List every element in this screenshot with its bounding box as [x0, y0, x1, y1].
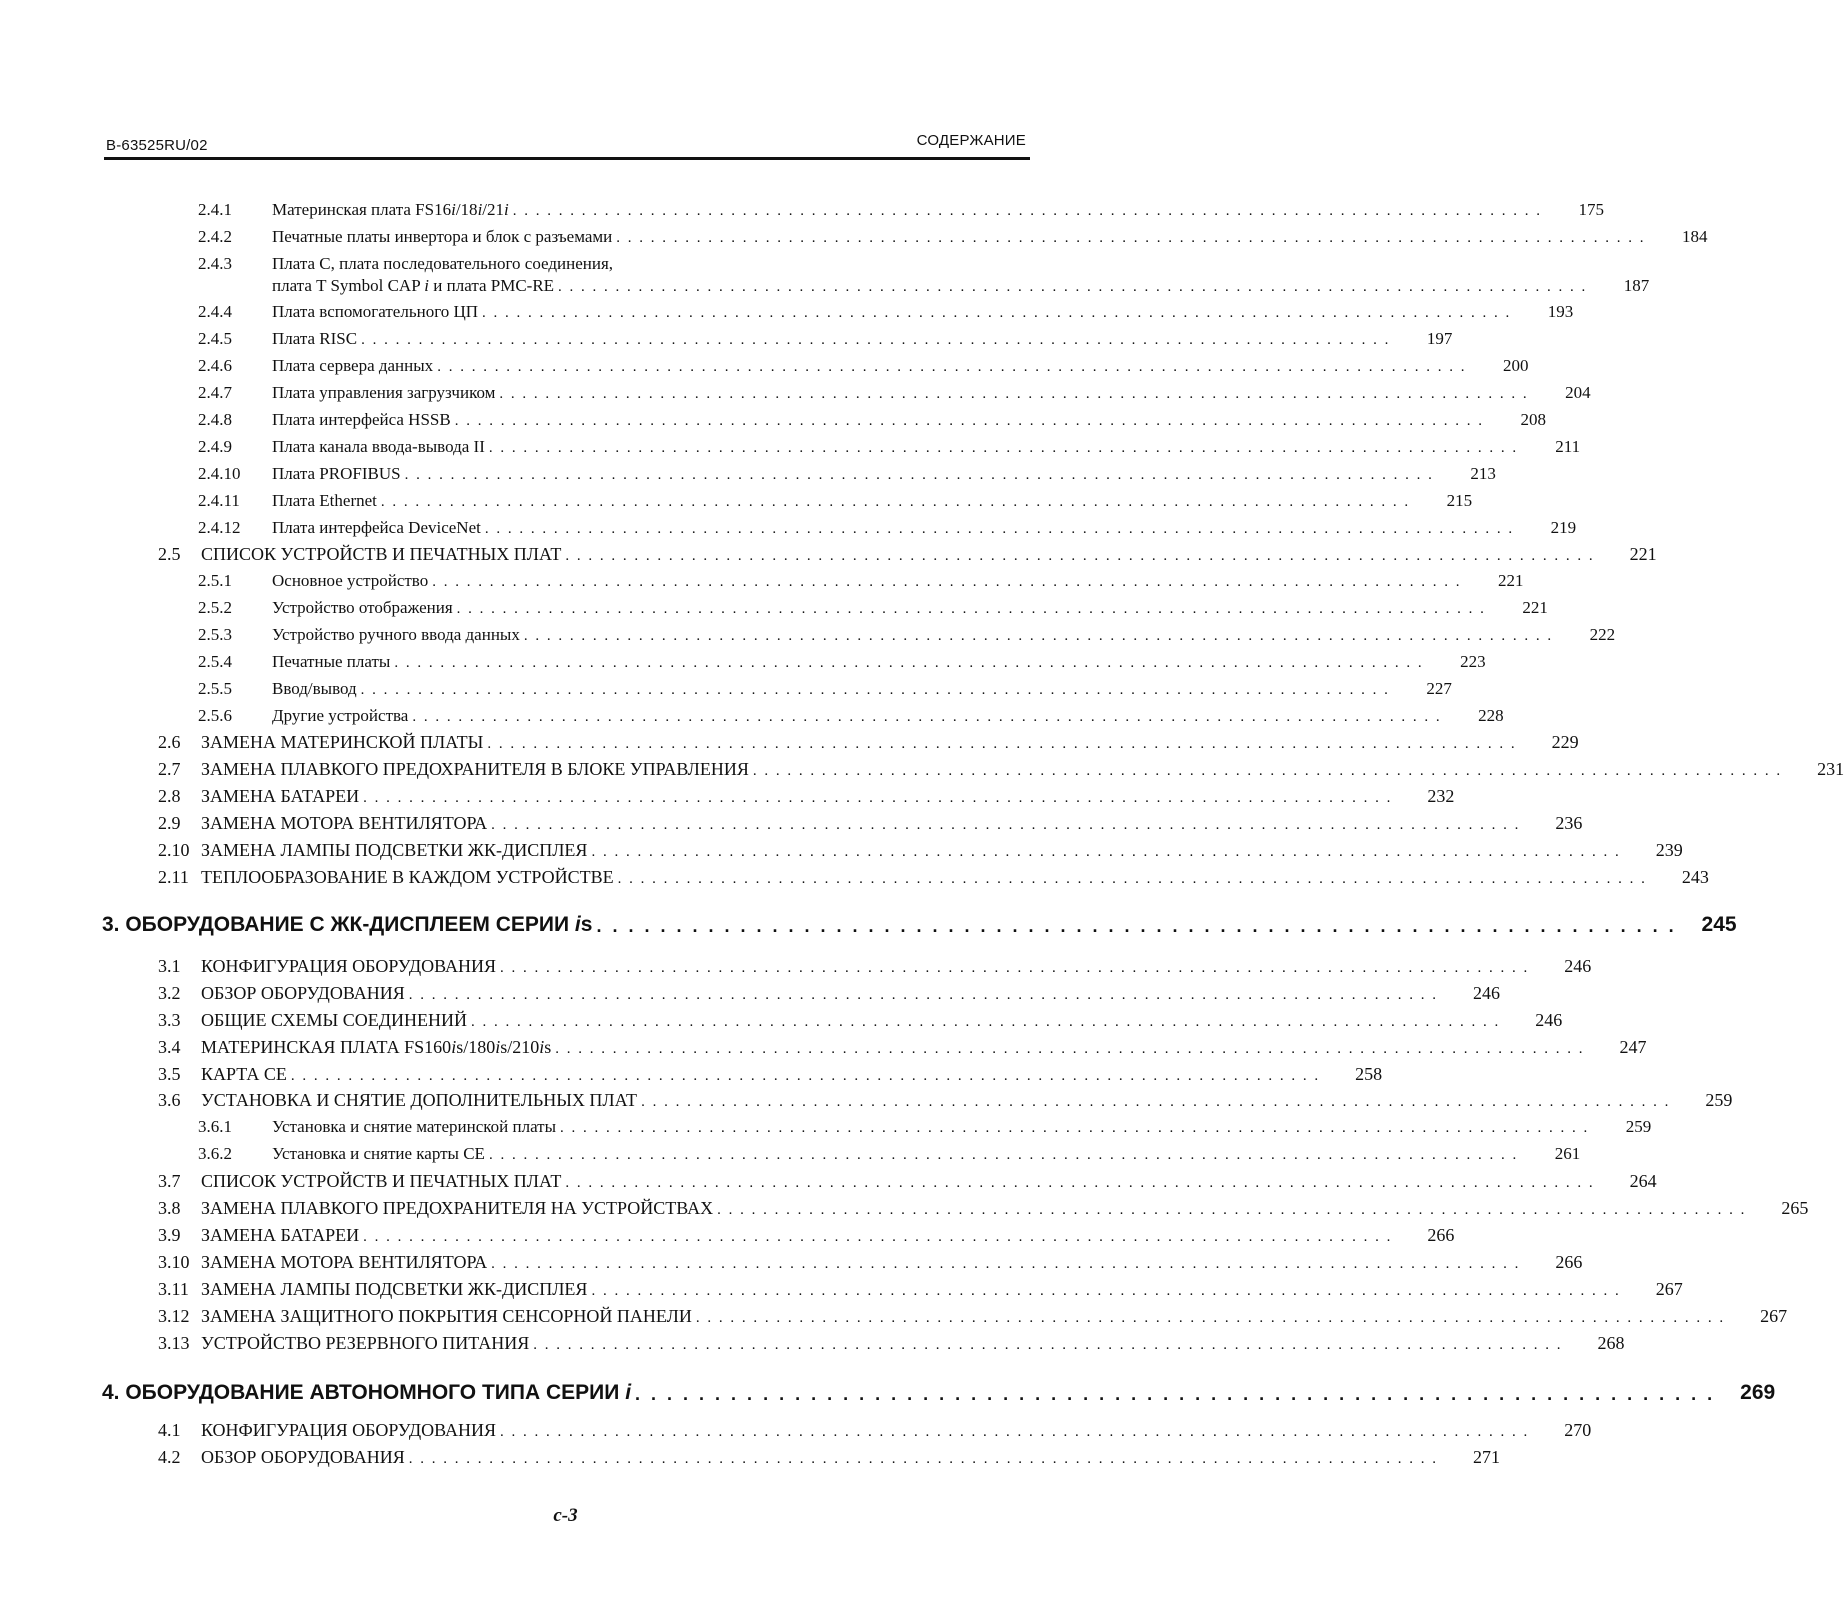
toc-entry-number: 4.2 — [158, 1447, 181, 1467]
toc-page-number: 246 — [1535, 1010, 1563, 1030]
toc-page-number: 268 — [1597, 1333, 1625, 1353]
toc-page-number: 267 — [1655, 1279, 1683, 1299]
toc-entry-title: Другие устройства — [272, 706, 409, 725]
toc-entry-title: ЗАМЕНА МАТЕРИНСКОЙ ПЛАТЫ — [201, 732, 484, 752]
toc-page-number: 269 — [1740, 1381, 1776, 1404]
toc-entry-4-1[interactable] — [158, 1418, 1592, 1441]
toc-entry-title: Печатные платы — [272, 652, 391, 671]
toc-entry-title: Плата интерфейса HSSB — [272, 410, 451, 429]
toc-entry-number: 3.5 — [158, 1064, 181, 1084]
toc-entry-number: 3.7 — [158, 1171, 181, 1191]
toc-entry-number: 3.9 — [158, 1225, 181, 1245]
toc-chapter-4[interactable] — [102, 1377, 1776, 1405]
toc-page-number: 211 — [1555, 437, 1581, 456]
dot-leader: . . . . . . . . . . . . . . . . . . . . . . . . . . . . . . . . . . . . . . . . . . . . . . . . . . . . . . . . . . . . . . . . . . . . . . . . . . . . . . . . . . . . . . . . . . — [412, 709, 1442, 725]
toc-page-number: 223 — [1460, 652, 1486, 671]
toc-entry-title: Ввод/вывод — [272, 679, 357, 698]
toc-page-number: 246 — [1564, 956, 1592, 976]
toc-entry-number: 3.3 — [158, 1010, 181, 1030]
toc-entry-2-4-12[interactable] — [198, 516, 1577, 538]
toc-entry-title: ЗАМЕНА БАТАРЕИ — [201, 1225, 360, 1245]
toc-entry-title: Плата интерфейса DeviceNet — [272, 518, 481, 537]
dot-leader: . . . . . . . . . . . . . . . . . . . . . . . . . . . . . . . . . . . . . . . . . . . . . . . . . . . . . . . . . . . . . . . . . . . . . . . . . . . . . . . . . . . . . . . . . . — [523, 628, 1554, 644]
toc-entry-title: УСТАНОВКА И СНЯТИЕ ДОПОЛНИТЕЛЬНЫХ ПЛАТ — [201, 1090, 638, 1110]
toc-entry-number: 2.5.3 — [198, 625, 232, 644]
toc-entry-title-continued: плата T Symbol CAP i и плата PMC-RE — [272, 276, 555, 295]
toc-entry-number: 2.6 — [158, 732, 181, 752]
toc-entry-2-4-9[interactable] — [198, 435, 1581, 457]
toc-page-number: 213 — [1470, 464, 1496, 483]
toc-page-number: 187 — [1623, 276, 1650, 295]
toc-page-number: 243 — [1681, 867, 1709, 887]
toc-page-number: 193 — [1547, 302, 1574, 321]
toc-chapter-title: 4. ОБОРУДОВАНИЕ АВТОНОМНОГО ТИПА СЕРИИ i — [102, 1381, 632, 1404]
toc-entry-3-6-1[interactable] — [198, 1115, 1652, 1137]
dot-leader: . . . . . . . . . . . . . . . . . . . . . . . . . . . . . . . . . . . . . . . . . . . . . . . . . . . . . . . . . . . . . . . . . . . . . . . . . . . . . . . . . . . . . . . . . . — [360, 682, 1390, 698]
dot-leader: . . . . . . . . . . . . . . . . . . . . . . . . . . . . . . . . . . . . . . . . . . . . . . . . . . . . . . . . . . . . . . . . . . . . . . . . . . . . . . . . . . . . . . . . . . — [512, 203, 1543, 219]
toc-entry-title: ЗАМЕНА МОТОРА ВЕНТИЛЯТОРА — [201, 813, 488, 833]
toc-chapter-3[interactable] — [102, 909, 1737, 937]
toc-entry-2-4-7[interactable] — [198, 381, 1591, 403]
dot-leader: . . . . . . . . . . . . . . . . . . . . . . . . . . . . . . . . . . . . . . . . . . . . . . . . . . . . . . . . . . . . . . . . . . . . . . . . . . . . . . . . . . . . . . . . . . — [565, 1175, 1595, 1191]
toc-page-number: 271 — [1472, 1447, 1500, 1467]
dot-leader: . . . . . . . . . . . . . . . . . . . . . . . . . . . . . . . . . . . . . . . . . . . . . . . . . . . . . . . . . . . . . . . . . . . . . . . . . . . . . . . . . . . . . . . . . . — [363, 1229, 1393, 1245]
toc-entry-2-6[interactable] — [158, 730, 1579, 753]
toc-entry-title: Установка и снятие материнской платы — [272, 1117, 557, 1136]
toc-entry-number: 2.4.11 — [198, 491, 240, 510]
toc-entry-title: ТЕПЛООБРАЗОВАНИЕ В КАЖДОМ УСТРОЙСТВЕ — [201, 867, 614, 887]
toc-entry-number: 3.13 — [158, 1333, 190, 1353]
toc-entry-3-5[interactable] — [158, 1062, 1383, 1085]
toc-chapter-title: 3. ОБОРУДОВАНИЕ С ЖК-ДИСПЛЕЕМ СЕРИИ is — [102, 913, 593, 936]
toc-entry-number: 3.2 — [158, 983, 181, 1003]
toc-entry-2-5-3[interactable] — [198, 623, 1616, 645]
toc-entry-number: 2.4.3 — [198, 254, 232, 273]
dot-leader: . . . . . . . . . . . . . . . . . . . . . . . . . . . . . . . . . . . . . . . . . . . . . . . . . . . . . . . . . . . . . . . . . . . . . . . . . . . . . . . . . . . . . . . . . . — [290, 1068, 1321, 1084]
toc-entry-3-11[interactable] — [158, 1277, 1683, 1300]
dot-leader: . . . . . . . . . . . . . . . . . . . . . . . . . . . . . . . . . . . . . . . . . . . . . . . . . . . . . . . . . . . . . . . . . . . . . . . . . . . . . . . . . . . . . . . . . . — [394, 655, 1424, 671]
dot-leader: . . . . . . . . . . . . . . . . . . . . . . . . . . . . . . . . . . . . . . . . . . . . . . . . . . . . . . . . . . . . . . . . . . . . . . . . . . . . . . . . . . . . . . . . . . — [408, 1451, 1438, 1467]
dot-leader: . . . . . . . . . . . . . . . . . . . . . . . . . . . . . . . . . . . . . . . . . . . . . . . . . . . . . . . . . . . . . . . . . . . . . . . . . . . . . . . . . . . . . . . . . . — [456, 601, 1486, 617]
toc-page-number: 221 — [1497, 571, 1524, 590]
toc-entry-title: ЗАМЕНА МОТОРА ВЕНТИЛЯТОРА — [201, 1252, 488, 1272]
toc-entry-3-10[interactable] — [158, 1250, 1583, 1273]
toc-entry-number: 2.7 — [158, 759, 181, 779]
toc-entry-title: УСТРОЙСТВО РЕЗЕРВНОГО ПИТАНИЯ — [201, 1333, 530, 1353]
toc-entry-3-1[interactable] — [158, 954, 1592, 977]
dot-leader: . . . . . . . . . . . . . . . . . . . . . . . . . . . . . . . . . . . . . . . . . . . . . . . . . . . . . . . . . . . . . . . . . . . . . . . . . . . . . . . . . . . . . . . . . . — [565, 548, 1595, 564]
toc-entry-2-5-4[interactable] — [198, 650, 1486, 672]
toc-entry-number: 2.4.6 — [198, 356, 232, 375]
toc-entry-2-4-8[interactable] — [198, 408, 1546, 430]
toc-entry-2-5-5[interactable] — [198, 677, 1452, 699]
toc-entry-title: Плата RISC — [272, 329, 358, 348]
toc-entry-title: Плата C, плата последовательного соединения, — [272, 254, 614, 273]
toc-page-number: 204 — [1565, 383, 1591, 402]
toc-entry-title: МАТЕРИНСКАЯ ПЛАТА FS160is/180is/210is — [201, 1037, 552, 1057]
toc-entry-2-4-10[interactable] — [198, 462, 1496, 484]
toc-entry-number: 2.8 — [158, 786, 181, 806]
toc-entry-2-9[interactable] — [158, 811, 1583, 834]
dot-leader: . . . . . . . . . . . . . . . . . . . . . . . . . . . . . . . . . . . . . . . . . . . . . . . . . . . . . . . . . . . . . . . . . . . . . . . . . . . . . . . . . . . . . . . . . . — [555, 1041, 1585, 1057]
toc-page-number: 221 — [1522, 598, 1548, 617]
toc-entry-3-6-2[interactable] — [198, 1142, 1581, 1164]
toc-entry-title: Устройство ручного ввода данных — [272, 625, 520, 644]
toc-page-number: 232 — [1427, 786, 1455, 806]
dot-leader: . . . . . . . . . . . . . . . . . . . . . . . . . . . . . . . . . . . . . . . . . . . . . . . . . . . . . . . . . . . . . . . . . . . . . . . . . . . . . . . . . . . . . . . . . . — [491, 1256, 1521, 1272]
toc-page-number: 259 — [1625, 1117, 1652, 1136]
toc-entry-2-5[interactable] — [158, 542, 1657, 565]
toc-entry-number: 2.5.6 — [198, 706, 232, 725]
toc-entry-2-5-6[interactable] — [198, 704, 1504, 726]
dot-leader: . . . . . . . . . . . . . . . . . . . . . . . . . . . . . . . . . . . . . . . . . . . . . . . . . . . . . . . . . . . . . . . . . . . . . . . . . . . . . . . . . . . . . . . . . . — [488, 440, 1519, 456]
toc-entry-2-4-1[interactable] — [198, 198, 1605, 220]
toc-entry-title: Плата PROFIBUS — [272, 464, 401, 483]
toc-entry-number: 2.11 — [158, 867, 189, 887]
toc-entry-title: КОНФИГУРАЦИЯ ОБОРУДОВАНИЯ — [201, 1420, 496, 1440]
toc-entry-number: 3.6 — [158, 1090, 181, 1110]
page-header — [104, 128, 1030, 160]
toc-page-number: 266 — [1555, 1252, 1583, 1272]
toc-page-number: 270 — [1564, 1420, 1592, 1440]
dot-leader: . . . . . . . . . . . . . . . . . . . . . . . . . . . . . . . . . . . . . . . . . . . . . . . . . . . . . . . . . . . . . . . . . . . . . . . . . . . . . . . . . . . . . . . . . . — [560, 1120, 1590, 1136]
toc-page-number: 266 — [1427, 1225, 1455, 1245]
toc-entry-number: 2.4.12 — [198, 518, 241, 537]
toc-entry-number: 3.10 — [158, 1252, 190, 1272]
toc-entry-title: ОБЗОР ОБОРУДОВАНИЯ — [201, 1447, 405, 1467]
toc-page-number: 267 — [1760, 1306, 1788, 1326]
toc-entry-number: 3.8 — [158, 1198, 181, 1218]
toc-entry-title: Установка и снятие карты CE — [272, 1144, 485, 1163]
dot-leader: . . . . . . . . . . . . . . . . . . . . . . . . . . . . . . . . . . . . . . . . . . . . . . . . . . . . . . . . . . . . . . . . . . . . — [635, 1384, 1716, 1404]
toc-entry-number: 2.5.4 — [198, 652, 232, 671]
toc-entry-title: СПИСОК УСТРОЙСТВ И ПЕЧАТНЫХ ПЛАТ — [201, 1171, 562, 1191]
toc-entry-3-8[interactable] — [158, 1196, 1809, 1219]
toc-page-number: 261 — [1554, 1144, 1581, 1163]
toc-entry-number: 2.4.1 — [198, 200, 232, 219]
dot-leader: . . . . . . . . . . . . . . . . . . . . . . . . . . . . . . . . . . . . . . . . . . . . . . . . . . . . . . . . . . . . . . . . . . . . . . . . . . . . . . . . . . . . . . . . . . — [695, 1310, 1726, 1326]
toc-entry-number: 2.4.5 — [198, 329, 232, 348]
toc-entry-2-8[interactable] — [158, 784, 1455, 807]
toc-entry-title: ОБЗОР ОБОРУДОВАНИЯ — [201, 983, 405, 1003]
toc-page-number: 184 — [1682, 227, 1708, 246]
toc-entry-3-4[interactable] — [158, 1035, 1647, 1058]
toc-entry-title: Плата Ethernet — [272, 491, 377, 510]
toc-entry-title: ЗАМЕНА ПЛАВКОГО ПРЕДОХРАНИТЕЛЯ В БЛОКЕ УПРАВЛЕНИЯ — [201, 759, 749, 779]
dot-leader: . . . . . . . . . . . . . . . . . . . . . . . . . . . . . . . . . . . . . . . . . . . . . . . . . . . . . . . . . . . . . . . . . . . . . . . . . . . . . . . . . . . . . . . . . . — [641, 1094, 1671, 1110]
toc-entry-number: 2.9 — [158, 813, 181, 833]
dot-leader: . . . . . . . . . . . . . . . . . . . . . . . . . . . . . . . . . . . . . . . . . . . . . . . . . . . . . . . . . . . . . . . . . . . . . . . . . . . . . . . . . . . . . . . . . . — [361, 332, 1391, 348]
toc-page-number: 221 — [1629, 544, 1657, 564]
toc-entry-number: 3.11 — [158, 1279, 189, 1299]
toc-entry-2-4-3[interactable] — [198, 274, 1650, 296]
toc-page-number: 200 — [1502, 356, 1529, 375]
dot-leader: . . . . . . . . . . . . . . . . . . . . . . . . . . . . . . . . . . . . . . . . . . . . . . . . . . . . . . . . . . . . . . . . . . . . . . . . . . . . . . . . . . . . . . . . . . — [591, 1283, 1621, 1299]
toc-page-number: 258 — [1355, 1064, 1383, 1084]
toc-entry-title: Плата канала ввода-вывода II — [272, 437, 485, 456]
toc-entry-title: КОНФИГУРАЦИЯ ОБОРУДОВАНИЯ — [201, 956, 496, 976]
toc-entry-number: 2.4.8 — [198, 410, 232, 429]
toc-page-number: 208 — [1520, 410, 1546, 429]
toc-entry-2-4-3-line1[interactable] — [198, 252, 1009, 274]
toc-entry-title: ЗАМЕНА БАТАРЕИ — [201, 786, 360, 806]
toc-entry-3-2[interactable] — [158, 981, 1500, 1004]
dot-leader: . . . . . . . . . . . . . . . . . . . . . . . . . . . . . . . . . . . . . . . . . . . . . . . . . . . . . . . . . . . . . . . . . . . . . . . . . . . . . . . . . . . . . . . . . . — [363, 790, 1393, 806]
dot-leader: . . . . . . . . . . . . . . . . . . . . . . . . . . . . . . . . . . . . . . . . . . . . . . . . . . . . . . . . . . . . . . . . . . . . . . . . . . . . . . . . . . . . . . . . . . — [432, 574, 1462, 590]
toc-entry-2-4-6[interactable] — [198, 354, 1529, 376]
toc-entry-number: 2.4.2 — [198, 227, 232, 246]
dot-leader: . . . . . . . . . . . . . . . . . . . . . . . . . . . . . . . . . . . . . . . . . . . . . . . . . . . . . . . . . . . . . . . . . . . . . . . . . . . . . . . . . . . . . . . . . . — [487, 736, 1517, 752]
toc-page-number: 219 — [1550, 518, 1577, 537]
toc-page-number: 264 — [1629, 1171, 1657, 1191]
toc-entry-2-4-2[interactable] — [198, 225, 1708, 247]
toc-page-number: 245 — [1701, 913, 1737, 936]
dot-leader: . . . . . . . . . . . . . . . . . . . . . . . . . . . . . . . . . . . . . . . . . . . . . . . . . . . . . . . . . . . . . . . . . . . . . . . . . . . . . . . . . . . . . . . . . . — [591, 844, 1621, 860]
toc-entry-3-13[interactable] — [158, 1331, 1625, 1354]
toc-entry-number: 2.4.9 — [198, 437, 232, 456]
toc-page-number: 229 — [1551, 732, 1579, 752]
page-number-footer: c-3 — [553, 1505, 578, 1526]
toc-page-number: 231 — [1817, 759, 1844, 779]
toc-page-number: 215 — [1446, 491, 1473, 510]
toc-entry-number: 2.4.7 — [198, 383, 232, 402]
toc-page-number: 197 — [1426, 329, 1453, 348]
toc-entry-title: ЗАМЕНА ЛАМПЫ ПОДСВЕТКИ ЖК-ДИСПЛЕЯ — [201, 1279, 588, 1299]
toc-page-number: 259 — [1705, 1090, 1733, 1110]
toc-entry-number: 2.10 — [158, 840, 190, 860]
toc-entry-title: Материнская плата FS16i/18i/21i — [272, 200, 509, 219]
toc-entry-number: 3.6.2 — [198, 1144, 232, 1163]
toc-entry-2-7[interactable] — [158, 757, 1844, 780]
toc-entry-4-2[interactable] — [158, 1445, 1500, 1468]
toc-page-number: 265 — [1781, 1198, 1809, 1218]
toc-entry-2-10[interactable] — [158, 838, 1683, 861]
toc-entry-title: ЗАМЕНА ЛАМПЫ ПОДСВЕТКИ ЖК-ДИСПЛЕЯ — [201, 840, 588, 860]
dot-leader: . . . . . . . . . . . . . . . . . . . . . . . . . . . . . . . . . . . . . . . . . . . . . . . . . . . . . . . . . . . . . . . . . . . . . . . . . . . . . . . . . . . . . . . . . . — [499, 386, 1529, 402]
header-rule — [104, 157, 1030, 160]
toc-entry-title: ЗАМЕНА ПЛАВКОГО ПРЕДОХРАНИТЕЛЯ НА УСТРОЙСТВАХ — [201, 1198, 714, 1218]
dot-leader: . . . . . . . . . . . . . . . . . . . . . . . . . . . . . . . . . . . . . . . . . . . . . . . . . . . . . . . . . . . . . . . . . . . . . . . . . . . . . . . . . . . . . . . . . . — [717, 1202, 1747, 1218]
dot-leader: . . . . . . . . . . . . . . . . . . . . . . . . . . . . . . . . . . . . . . . . . . . . . . . . . . . . . . . . . . . . . . . . . . . . . . . . . . . . . . . . . . . . . . . . . . — [484, 521, 1515, 537]
dot-leader: . . . . . . . . . . . . . . . . . . . . . . . . . . . . . . . . . . . . . . . . . . . . . . . . . . . . . . . . . . . . . . . . . . . . . . . . . . . . . . . . . . . . . . . . . . — [500, 1424, 1530, 1440]
toc-entry-2-5-1[interactable] — [198, 569, 1524, 591]
toc-entry-title: Устройство отображения — [272, 598, 453, 617]
dot-leader: . . . . . . . . . . . . . . . . . . . . . . . . . . . . . . . . . . . . . . . . . . . . . . . . . . . . . . . . . . . . . . . . . . . . . . . . . . . . . . . . . . . . . . . . . . — [482, 305, 1512, 321]
document-code: B-63525RU/02 — [106, 137, 208, 154]
toc-entry-3-9[interactable] — [158, 1223, 1455, 1246]
toc-page-number: 227 — [1426, 679, 1452, 698]
toc-entry-title: Плата сервера данных — [272, 356, 434, 375]
dot-leader: . . . . . . . . . . . . . . . . . . . . . . . . . . . . . . . . . . . . . . . . . . . . . . . . . . . . . . . . . . . . . . . . . . . . . . . . . . . . . . . . . . . . . . . . . . — [454, 413, 1484, 429]
toc-page-number: 175 — [1578, 200, 1605, 219]
dot-leader: . . . . . . . . . . . . . . . . . . . . . . . . . . . . . . . . . . . . . . . . . . . . . . . . . . . . . . . . . . . . . . . . . . . . . . . . . . . . . . . . . . . . . . . . . . — [558, 279, 1588, 295]
header-title: СОДЕРЖАНИЕ — [916, 132, 1026, 149]
dot-leader: . . . . . . . . . . . . . . . . . . . . . . . . . . . . . . . . . . . . . . . . . . . . . . . . . . . . . . . . . . . . . . . . . . . . . . . . . . . . . . . . . . . . . . . . . . — [437, 359, 1467, 375]
toc-entry-title: Печатные платы инвертора и блок с разъемами — [272, 227, 613, 246]
toc-entry-number: 2.5.5 — [198, 679, 232, 698]
toc-entry-number: 2.4.10 — [198, 464, 241, 483]
toc-entry-2-4-11[interactable] — [198, 489, 1473, 511]
dot-leader: . . . . . . . . . . . . . . . . . . . . . . . . . . . . . . . . . . . . . . . . . . . . . . . . . . . . . . . . . . . . . . . . . . . . . . . . . . . . . . . . . . . . . . . . . . — [488, 1147, 1519, 1163]
toc-entry-title: Основное устройство — [272, 571, 429, 590]
toc-entry-number: 2.5.2 — [198, 598, 232, 617]
toc-entry-number: 3.4 — [158, 1037, 181, 1057]
toc-entry-title: Плата вспомогательного ЦП — [272, 302, 479, 321]
toc-entry-2-4-4[interactable] — [198, 300, 1574, 322]
toc-entry-number: 3.12 — [158, 1306, 190, 1326]
dot-leader: . . . . . . . . . . . . . . . . . . . . . . . . . . . . . . . . . . . . . . . . . . . . . . . . . . . . . . . . . . . . . . . . . . . . . . . . . . . . . . . . . . . . . . . . . . — [408, 987, 1438, 1003]
toc-entry-number: 4.1 — [158, 1420, 181, 1440]
toc-entry-3-6[interactable] — [158, 1088, 1733, 1111]
toc-page-number: 239 — [1655, 840, 1683, 860]
toc-entry-3-7[interactable] — [158, 1169, 1657, 1192]
toc-entry-2-5-2[interactable] — [198, 596, 1548, 618]
dot-leader: . . . . . . . . . . . . . . . . . . . . . . . . . . . . . . . . . . . . . . . . . . . . . . . . . . . . . . . . . . . . . . . . . . . . . . . . . . . . . . . . . . . . . . . . . . — [404, 467, 1434, 483]
dot-leader: . . . . . . . . . . . . . . . . . . . . . . . . . . . . . . . . . . . . . . . . . . . . . . . . . . . . . . . . . . . . . . . . . . . . . . . . . . . . . . . . . . . . . . . . . . — [617, 871, 1647, 887]
dot-leader: . . . . . . . . . . . . . . . . . . . . . . . . . . . . . . . . . . . . . . . . . . . . . . . . . . . . . . . . . . . . . . . . . . . . . . . . . . . . . . . . . . . . . . . . . . — [380, 494, 1411, 510]
toc-entry-title: ОБЩИЕ СХЕМЫ СОЕДИНЕНИЙ — [201, 1010, 467, 1030]
toc-entry-2-11[interactable] — [158, 865, 1709, 888]
toc-entry-3-3[interactable] — [158, 1008, 1563, 1031]
dot-leader: . . . . . . . . . . . . . . . . . . . . . . . . . . . . . . . . . . . . . . . . . . . . . . . . . . . . . . . . . . . . . . . . . . . . . . . . . . . . . . . . . . . . . . . . . . — [616, 230, 1646, 246]
toc-entry-title: Плата управления загрузчиком — [272, 383, 496, 402]
dot-leader: . . . . . . . . . . . . . . . . . . . . . . . . . . . . . . . . . . . . . . . . . . . . . . . . . . . . . . . . . . . . . . . . . . . . . . . . . . . . . . . . . . . . . . . . . . — [533, 1337, 1563, 1353]
toc-entry-number: 3.6.1 — [198, 1117, 232, 1136]
dot-leader: . . . . . . . . . . . . . . . . . . . . . . . . . . . . . . . . . . . . . . . . . . . . . . . . . . . . . . . . . . . . . . . . . . . . . . . . . . . . . . . . . . . . . . . . . . — [491, 817, 1521, 833]
toc-page-number: 228 — [1478, 706, 1504, 725]
toc-page-number: 236 — [1555, 813, 1583, 833]
toc-page-number: 222 — [1589, 625, 1616, 644]
toc-entry-title: СПИСОК УСТРОЙСТВ И ПЕЧАТНЫХ ПЛАТ — [201, 544, 562, 564]
toc-entry-number: 2.4.4 — [198, 302, 232, 321]
dot-leader: . . . . . . . . . . . . . . . . . . . . . . . . . . . . . . . . . . . . . . . . . . . . . . . . . . . . . . . . . . . . . . . . . . . . . . . . . . . . . . . . . . . . . . . . . . — [471, 1014, 1501, 1030]
toc-entry-number: 3.1 — [158, 956, 181, 976]
toc-entry-number: 2.5 — [158, 544, 181, 564]
toc-entry-title: ЗАМЕНА ЗАЩИТНОГО ПОКРЫТИЯ СЕНСОРНОЙ ПАНЕЛИ — [201, 1306, 692, 1326]
dot-leader: . . . . . . . . . . . . . . . . . . . . . . . . . . . . . . . . . . . . . . . . . . . . . . . . . . . . . . . . . . . . . . . . . . . . . . . . . . . . . . . . . . . . . . . . . . — [752, 763, 1783, 779]
toc-entry-2-4-5[interactable] — [198, 327, 1453, 349]
toc-entry-title: КАРТА CE — [201, 1064, 287, 1084]
toc-entry-number: 2.5.1 — [198, 571, 232, 590]
toc-entry-3-12[interactable] — [158, 1304, 1788, 1327]
toc-page-number: 246 — [1472, 983, 1500, 1003]
toc-page-number: 247 — [1619, 1037, 1647, 1057]
dot-leader: . . . . . . . . . . . . . . . . . . . . . . . . . . . . . . . . . . . . . . . . . . . . . . . . . . . . . . . . . . . . . . . . . . . . — [596, 916, 1677, 936]
dot-leader: . . . . . . . . . . . . . . . . . . . . . . . . . . . . . . . . . . . . . . . . . . . . . . . . . . . . . . . . . . . . . . . . . . . . . . . . . . . . . . . . . . . . . . . . . . — [500, 960, 1530, 976]
